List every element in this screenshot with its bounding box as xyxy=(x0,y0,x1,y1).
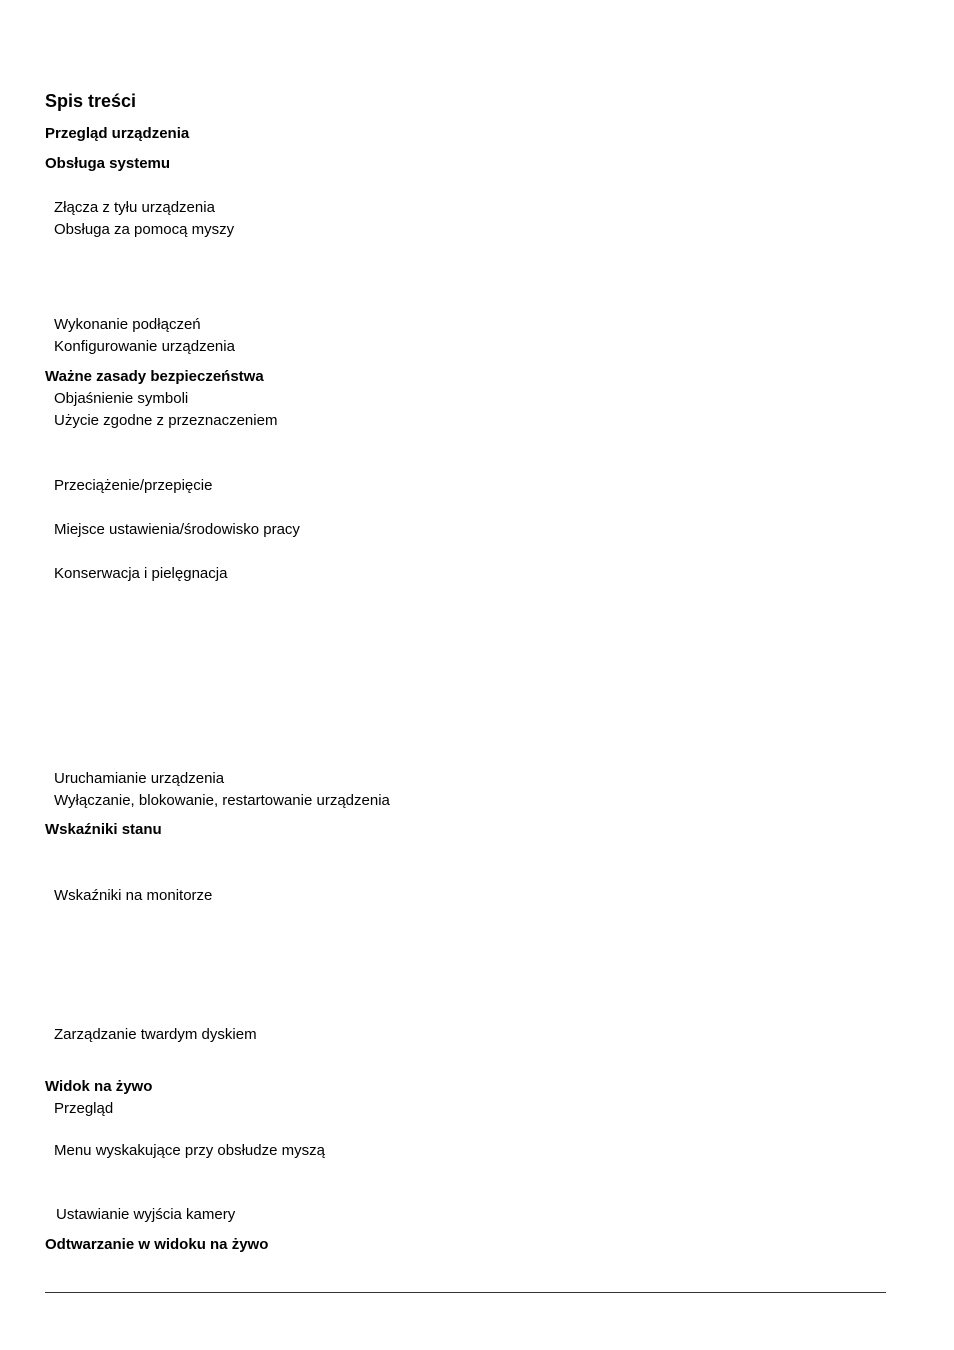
toc-section-live-view[interactable]: Widok na żywo xyxy=(45,1078,153,1095)
toc-item-monitor-indicators[interactable]: Wskaźniki na monitorze xyxy=(54,887,213,904)
footer-divider xyxy=(45,1292,886,1293)
toc-item-intended-use[interactable]: Użycie zgodne z przeznaczeniem xyxy=(54,412,278,429)
toc-item-symbol-explanation[interactable]: Objaśnienie symboli xyxy=(54,390,189,407)
toc-item-shutdown-lock-restart[interactable]: Wyłączanie, blokowanie, restartowanie urządzenia xyxy=(54,792,390,809)
toc-item-overload-overvoltage[interactable]: Przeciążenie/przepięcie xyxy=(54,477,213,494)
toc-section-live-view-playback[interactable]: Odtwarzanie w widoku na żywo xyxy=(45,1236,269,1253)
toc-item-rear-connectors[interactable]: Złącza z tyłu urządzenia xyxy=(54,199,215,216)
toc-item-device-startup[interactable]: Uruchamianie urządzenia xyxy=(54,770,225,787)
toc-item-device-configuration[interactable]: Konfigurowanie urządzenia xyxy=(54,338,235,355)
toc-section-device-overview[interactable]: Przegląd urządzenia xyxy=(45,125,190,142)
toc-section-system-operation[interactable]: Obsługa systemu xyxy=(45,155,171,172)
toc-item-maintenance-care[interactable]: Konserwacja i pielęgnacja xyxy=(54,565,228,582)
toc-item-mouse-popup-menu[interactable]: Menu wyskakujące przy obsłudze myszą xyxy=(54,1142,325,1159)
toc-item-overview[interactable]: Przegląd xyxy=(54,1100,114,1117)
toc-title: Spis treści xyxy=(45,91,137,111)
toc-item-making-connections[interactable]: Wykonanie podłączeń xyxy=(54,316,201,333)
toc-item-installation-environment[interactable]: Miejsce ustawienia/środowisko pracy xyxy=(54,521,300,538)
toc-item-hard-disk-management[interactable]: Zarządzanie twardym dyskiem xyxy=(54,1026,257,1043)
toc-item-camera-output-setup[interactable]: Ustawianie wyjścia kamery xyxy=(56,1206,236,1223)
toc-item-mouse-operation[interactable]: Obsługa za pomocą myszy xyxy=(54,221,235,238)
toc-section-status-indicators[interactable]: Wskaźniki stanu xyxy=(45,821,162,838)
toc-section-safety-rules[interactable]: Ważne zasady bezpieczeństwa xyxy=(45,368,264,385)
